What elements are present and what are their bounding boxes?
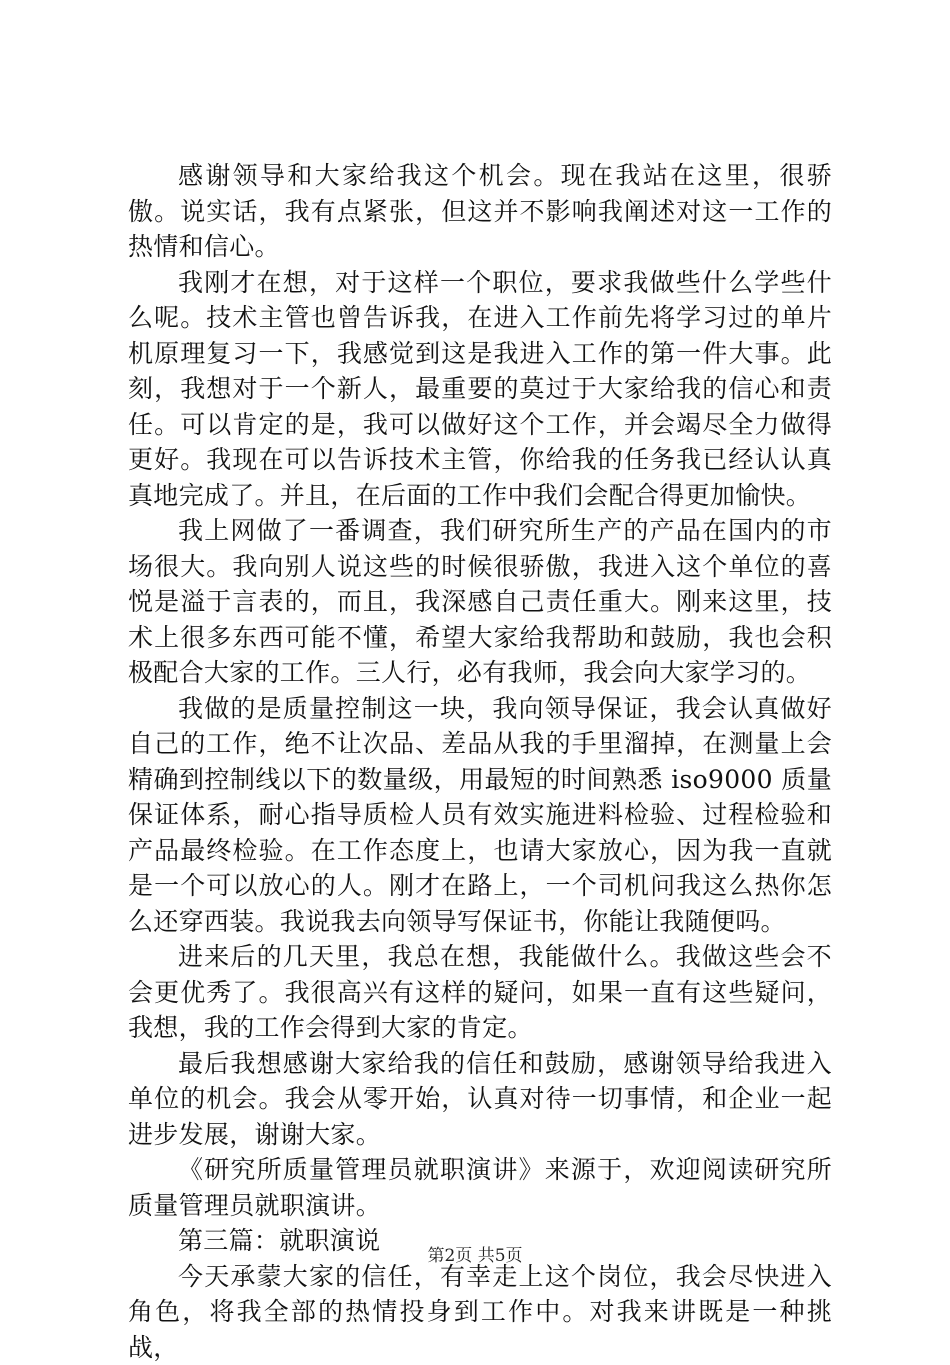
paragraph-7: 今天承蒙大家的信任，有幸走上这个岗位，我会尽快进入角色，将我全部的热情投身到工作中。对我来讲既是一种挑战， <box>128 1259 832 1365</box>
paragraph-2: 我刚才在想，对于这样一个职位，要求我做些什么学些什么呢。技术主管也曾告诉我，在进入工作前先将学习过的单片机原理复习一下，我感觉到这是我进入工作的第一件大事。此刻，我想对于一个新人，最重要的莫过于大家给我的信心和责任。可以肯定的是，我可以做好这个工作，并会竭尽全力做得更好。我现在可以告诉技术主管，你给我的任务我已经认认真真地完成了。并且，在后面的工作中我们会配合得更加愉快。 <box>128 265 832 514</box>
source-note: 《研究所质量管理员就职演讲》来源于，欢迎阅读研究所质量管理员就职演讲。 <box>128 1152 832 1223</box>
section-heading: 第三篇：就职演说 <box>128 1223 832 1259</box>
paragraph-4: 我做的是质量控制这一块，我向领导保证，我会认真做好自己的工作，绝不让次品、差品从我的手里溜掉，在测量上会精确到控制线以下的数量级，用最短的时间熟悉 iso9000 质量保证体系，耐心指导质检人员有效实施进料检验、过程检验和产品最终检验。在工作态度上，也请大家放心，因为我一直就是一个可以放心的人。刚才在路上，一个司机问我这么热你怎么还穿西装。我说我去向领导写保证书，你能让我随便吗。 <box>128 691 832 940</box>
paragraph-1: 感谢领导和大家给我这个机会。现在我站在这里，很骄傲。说实话，我有点紧张，但这并不影响我阐述对这一工作的热情和信心。 <box>128 158 832 265</box>
paragraph-3: 我上网做了一番调查，我们研究所生产的产品在国内的市场很大。我向别人说这些的时候很骄傲，我进入这个单位的喜悦是溢于言表的，而且，我深感自己责任重大。刚来这里，技术上很多东西可能不懂，希望大家给我帮助和鼓励，我也会积极配合大家的工作。三人行，必有我师，我会向大家学习的。 <box>128 513 832 691</box>
paragraph-6: 最后我想感谢大家给我的信任和鼓励，感谢领导给我进入单位的机会。我会从零开始，认真对待一切事情，和企业一起进步发展，谢谢大家。 <box>128 1046 832 1153</box>
page-footer: 第2页 共5页 <box>0 1245 950 1267</box>
paragraph-5: 进来后的几天里，我总在想，我能做什么。我做这些会不会更优秀了。我很高兴有这样的疑问，如果一直有这些疑问，我想，我的工作会得到大家的肯定。 <box>128 939 832 1046</box>
document-body <box>128 158 832 1365</box>
